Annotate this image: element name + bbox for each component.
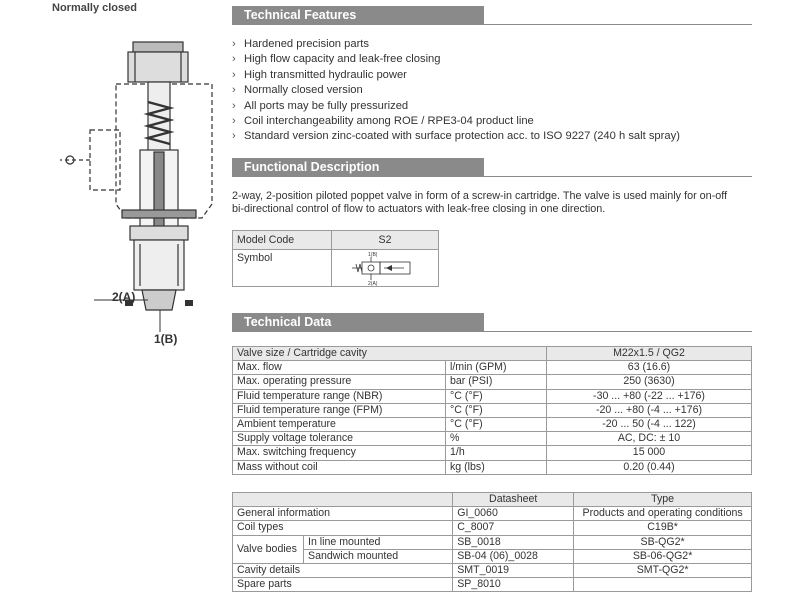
- feature-item: › Normally closed version: [232, 83, 680, 98]
- features-list: [232, 37, 680, 145]
- table-cell: kg (lbs): [446, 460, 547, 474]
- table-cell: -20 ... +80 (-4 ... +176): [547, 403, 752, 417]
- section-divider: [484, 24, 752, 25]
- section-divider: [484, 176, 752, 177]
- table-row: [233, 417, 752, 431]
- table-cell: Ambient temperature: [233, 417, 446, 431]
- table-cell: C_8007: [453, 521, 574, 535]
- feature-item: › High flow capacity and leak-free closing: [232, 52, 680, 67]
- table-cell: SB-QG2*: [574, 535, 752, 549]
- table-row: [233, 578, 752, 592]
- feature-item: › Coil interchangeability among ROE / RPE3-04 product line: [232, 114, 680, 129]
- feature-item: › Hardened precision parts: [232, 37, 680, 52]
- table-row: [233, 432, 752, 446]
- feature-item: › All ports may be fully pressurized: [232, 99, 680, 114]
- symbol-port-top: 1(B): [368, 252, 378, 258]
- table-cell: SMT-QG2*: [574, 563, 752, 577]
- table-cell: Coil types: [233, 521, 453, 535]
- table-cell: SB-04 (06)_0028: [453, 549, 574, 563]
- table-header-cell: [233, 493, 453, 507]
- valve-symbol-icon: [332, 250, 432, 286]
- table-cell: Max. switching frequency: [233, 446, 446, 460]
- table-cell: Cavity details: [233, 563, 453, 577]
- feature-item: › High transmitted hydraulic power: [232, 68, 680, 83]
- model-code-value: S2: [332, 231, 439, 250]
- table-row: [233, 403, 752, 417]
- table-cell: °C (°F): [446, 417, 547, 431]
- table-cell: GI_0060: [453, 507, 574, 521]
- symbol-label: Symbol: [233, 250, 332, 287]
- section-header-features: Technical Features: [232, 6, 484, 25]
- table-cell: General information: [233, 507, 453, 521]
- table-header-cell: Type: [574, 493, 752, 507]
- table-cell: Fluid temperature range (FPM): [233, 403, 446, 417]
- table-row: [233, 521, 752, 535]
- table-cell: Max. flow: [233, 361, 446, 375]
- model-code-label: Model Code: [233, 231, 332, 250]
- table-cell: Sandwich mounted: [304, 549, 453, 563]
- table-cell: AC, DC: ± 10: [547, 432, 752, 446]
- table-cell: SB_0018: [453, 535, 574, 549]
- table-cell: 0.20 (0.44): [547, 460, 752, 474]
- documentation-table: [232, 492, 752, 592]
- symbol-cell: [332, 250, 439, 287]
- table-row: [233, 549, 752, 563]
- table-cell: In line mounted: [304, 535, 453, 549]
- section-header-functional: Functional Description: [232, 158, 484, 177]
- table-cell: SP_8010: [453, 578, 574, 592]
- table-cell: C19B*: [574, 521, 752, 535]
- table-cell: Fluid temperature range (NBR): [233, 389, 446, 403]
- drawing-caption: Normally closed: [52, 2, 137, 14]
- table-row: [233, 535, 752, 549]
- table-cell: bar (PSI): [446, 375, 547, 389]
- table-row: [233, 460, 752, 474]
- table-cell: SMT_0019: [453, 563, 574, 577]
- table-cell: °C (°F): [446, 389, 547, 403]
- table-row: [233, 563, 752, 577]
- table-cell: Supply voltage tolerance: [233, 432, 446, 446]
- table-cell: l/min (GPM): [446, 361, 547, 375]
- port-a-label: 2(A): [112, 290, 136, 304]
- table-cell: Mass without coil: [233, 460, 446, 474]
- table-cell: 250 (3630): [547, 375, 752, 389]
- feature-item: › Standard version zinc-coated with surface protection acc. to ISO 9227 (240 h salt spray): [232, 129, 680, 144]
- table-row: [233, 389, 752, 403]
- description-line: 2-way, 2-position piloted poppet valve in form of a screw-in cartridge. The valve is used mainly for on-off: [232, 190, 728, 202]
- table-cell: -20 ... 50 (-4 ... 122): [547, 417, 752, 431]
- model-code-table: [232, 230, 439, 287]
- table-cell: 63 (16.6): [547, 361, 752, 375]
- table-cell: Products and operating conditions: [574, 507, 752, 521]
- table-cell: Spare parts: [233, 578, 453, 592]
- functional-description: [232, 190, 752, 217]
- table-cell: -30 ... +80 (-22 ... +176): [547, 389, 752, 403]
- table-row: [233, 507, 752, 521]
- table-cell: [574, 578, 752, 592]
- table-row: [233, 361, 752, 375]
- table-cell: 1/h: [446, 446, 547, 460]
- table-row: [233, 446, 752, 460]
- table-cell: %: [446, 432, 547, 446]
- table-cell: Max. operating pressure: [233, 375, 446, 389]
- port-b-label: 1(B): [154, 332, 178, 346]
- section-divider: [484, 331, 752, 332]
- description-line: bi-directional control of flow to actuators with leak-free closing in one direction.: [232, 203, 606, 216]
- table-row: [233, 375, 752, 389]
- table-cell: °C (°F): [446, 403, 547, 417]
- technical-data-table: [232, 346, 752, 475]
- table-header-cell: M22x1.5 / QG2: [547, 347, 752, 361]
- table-cell: 15 000: [547, 446, 752, 460]
- symbol-port-bottom: 2(A): [368, 281, 378, 286]
- section-header-technical: Technical Data: [232, 313, 484, 332]
- table-cell: Valve bodies: [233, 535, 304, 563]
- table-header-cell: Datasheet: [453, 493, 574, 507]
- table-header-cell: Valve size / Cartridge cavity: [233, 347, 547, 361]
- table-cell: SB-06-QG2*: [574, 549, 752, 563]
